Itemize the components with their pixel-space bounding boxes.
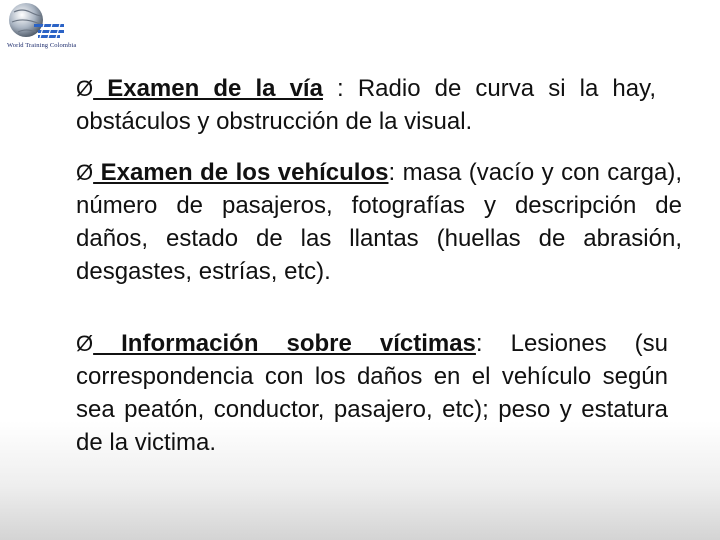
- bullet-informacion-victimas: [76, 327, 668, 459]
- bullet-text: masa (vacío y con carga), número de pasajeros, fotografías y descripción de daños, estado de las llantas (huellas de abrasión, desgastes, estrías, etc).: [76, 159, 682, 285]
- bullet-heading: Información sobre víctimas: [93, 330, 476, 357]
- bullet-examen-via: [76, 72, 656, 138]
- bullet-separator: :: [322, 75, 358, 102]
- globe-logo-icon: [4, 2, 84, 46]
- bullet-heading: Examen de los vehículos: [93, 159, 389, 186]
- bullet-heading: Examen de la vía: [93, 75, 323, 102]
- logo-caption: World Training Colombia: [7, 42, 77, 49]
- arrowhead-bullet-icon: Ø: [76, 331, 94, 356]
- bullet-separator: :: [475, 330, 511, 357]
- bullet-text: Radio de curva si la hay, obstáculos y obstrucción de la visual.: [76, 75, 656, 135]
- arrowhead-bullet-icon: Ø: [76, 76, 94, 101]
- bullet-examen-vehiculos: [76, 156, 682, 288]
- bullet-separator: :: [388, 159, 403, 186]
- bullet-text: Lesiones (su correspondencia con los daños en el vehículo según sea peatón, conductor, pasajero, etc); peso y estatura de la victima.: [76, 330, 669, 456]
- arrowhead-bullet-icon: Ø: [76, 160, 94, 185]
- company-logo: [4, 2, 84, 52]
